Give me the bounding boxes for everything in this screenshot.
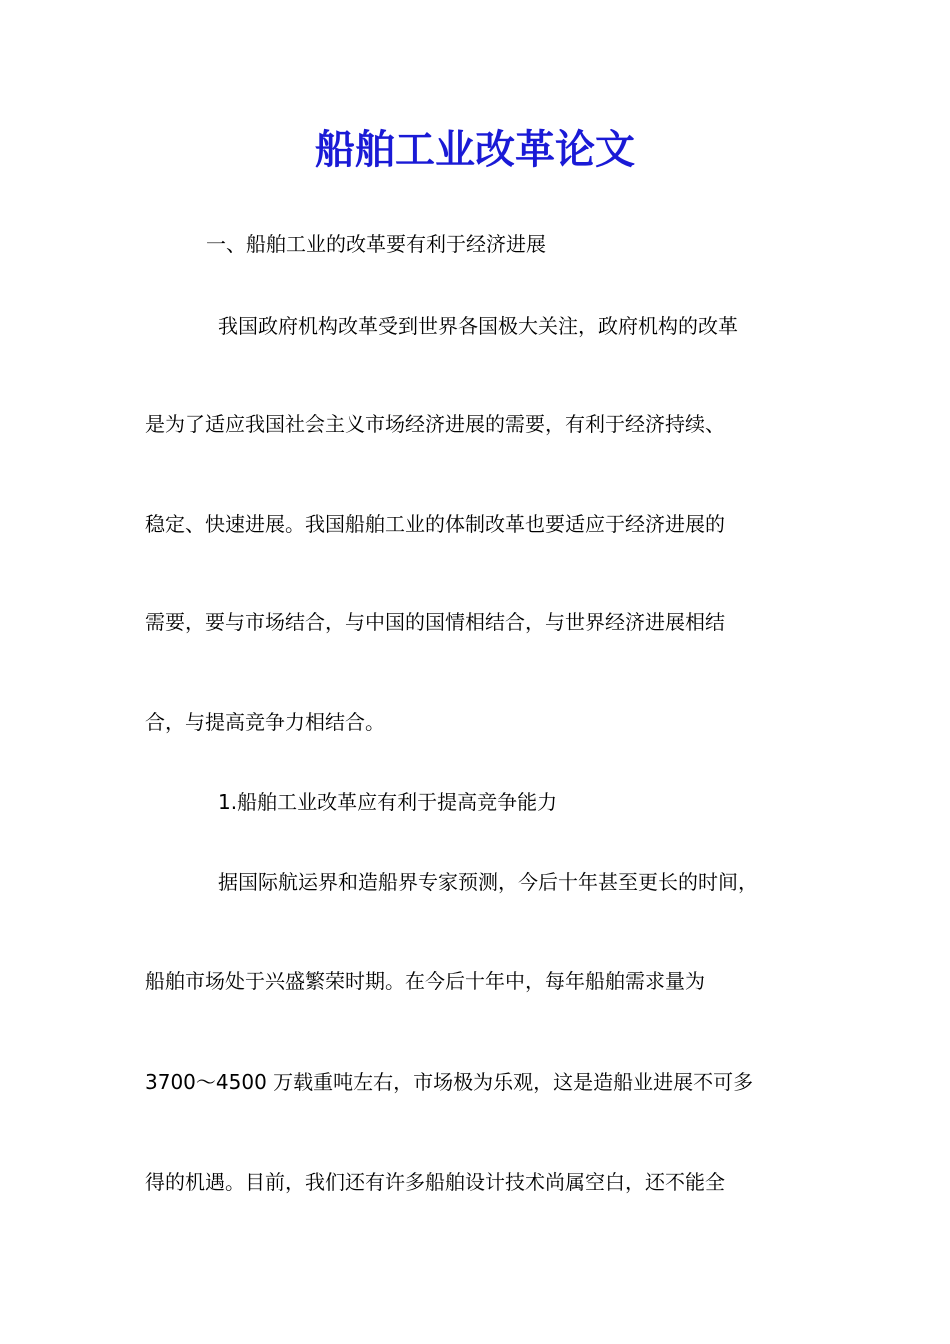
paragraph-1-line-4: 需要，要与市场结合，与中国的国情相结合，与世界经济进展相结 (145, 610, 725, 634)
paragraph-1-line-2: 是为了适应我国社会主义市场经济进展的需要，有利于经济持续、 (145, 412, 725, 436)
document-title: 船舶工业改革论文 (315, 127, 635, 173)
paragraph-1-line-1: 我国政府机构改革受到世界各国极大关注，政府机构的改革 (218, 314, 738, 338)
subsection-heading-1: 1.船舶工业改革应有利于提高竞争能力 (218, 790, 558, 814)
paragraph-2-line-1: 据国际航运界和造船界专家预测，今后十年甚至更长的时间， (218, 870, 758, 894)
paragraph-2-line-3: 3700～4500 万载重吨左右，市场极为乐观，这是造船业进展不可多 (145, 1070, 754, 1094)
paragraph-2-line-2: 船舶市场处于兴盛繁荣时期。在今后十年中，每年船舶需求量为 (145, 969, 705, 993)
paragraph-1-line-3: 稳定、快速进展。我国船舶工业的体制改革也要适应于经济进展的 (145, 512, 725, 536)
section-heading-1: 一、船舶工业的改革要有利于经济进展 (206, 232, 546, 256)
paragraph-1-line-5: 合，与提高竞争力相结合。 (145, 710, 385, 734)
paragraph-2-line-4: 得的机遇。目前，我们还有许多船舶设计技术尚属空白，还不能全 (145, 1170, 725, 1194)
